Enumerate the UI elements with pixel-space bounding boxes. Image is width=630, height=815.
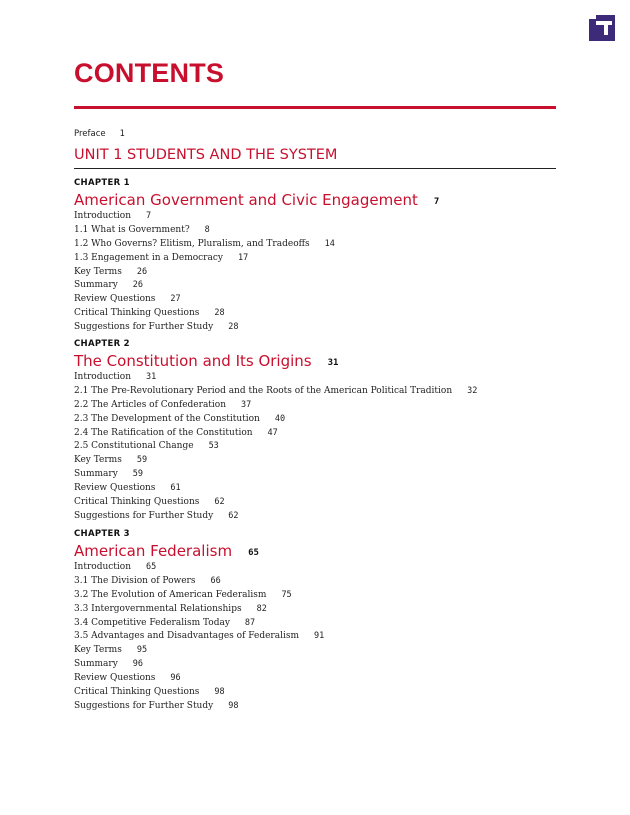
- entry-page: 62: [214, 497, 225, 508]
- entry-page: 17: [237, 252, 249, 263]
- chapter-title: American Federalism: [74, 542, 233, 560]
- toc-entry[interactable]: [74, 210, 574, 224]
- toc-entry[interactable]: [74, 575, 574, 589]
- entry-page: 40: [274, 413, 286, 424]
- entry-label: 3.3 Intergovernmental Relationships: [74, 603, 242, 614]
- entry-page: 82: [256, 603, 267, 614]
- unit-divider: [74, 168, 556, 169]
- entry-page: 61: [170, 483, 181, 494]
- toc-entry[interactable]: [74, 630, 574, 644]
- entry-label: Summary: [74, 280, 118, 291]
- entry-page: 14: [324, 238, 335, 249]
- toc-entry[interactable]: [74, 496, 574, 510]
- entry-label: 2.1 The Pre-Revolutionary Period and the Roots of the American Political Tradition: [74, 385, 453, 396]
- entry-label: 1.2 Who Governs? Elitism, Pluralism, and Tradeoffs: [74, 238, 310, 249]
- entry-page: 95: [136, 645, 148, 656]
- entry-label: Summary: [74, 659, 118, 670]
- entry-label: 3.2 The Evolution of American Federalism: [74, 589, 267, 600]
- entry-label: 2.4 The Ratification of the Constitution: [74, 427, 253, 438]
- toc-entry[interactable]: [74, 700, 574, 714]
- entry-page: 59: [132, 469, 144, 480]
- chapter-page: 65: [248, 548, 259, 558]
- entry-label: 2.5 Constitutional Change: [74, 441, 194, 452]
- toc-entry[interactable]: [74, 399, 574, 413]
- entry-label: 3.4 Competitive Federalism Today: [74, 617, 230, 628]
- toc-entry[interactable]: [74, 266, 574, 280]
- toc-entry[interactable]: [74, 510, 574, 524]
- entry-label: 3.5 Advantages and Disadvantages of Federalism: [74, 631, 300, 642]
- entry-page: 26: [136, 266, 148, 277]
- entry-label: Review Questions: [74, 483, 156, 494]
- toc-entry[interactable]: [74, 561, 574, 575]
- toc-entry[interactable]: [74, 307, 574, 321]
- toc-entry[interactable]: [74, 371, 574, 385]
- entry-label: Key Terms: [74, 455, 122, 466]
- entry-label: Suggestions for Further Study: [74, 322, 214, 333]
- entry-page: 98: [214, 687, 225, 698]
- toc-entry[interactable]: [74, 672, 574, 686]
- entry-label: 3.1 The Division of Powers: [74, 575, 196, 586]
- entry-page: 31: [146, 372, 157, 382]
- toc-entry[interactable]: [74, 385, 574, 399]
- chapter-label: CHAPTER 1: [74, 178, 130, 188]
- chapter-title-row[interactable]: [74, 350, 574, 371]
- entry-page: 28: [214, 308, 225, 319]
- toc-entry[interactable]: [74, 413, 574, 427]
- entry-page: 96: [132, 659, 144, 670]
- toc-entry[interactable]: [74, 279, 574, 293]
- entry-label: 2.3 The Development of the Constitution: [74, 413, 260, 424]
- entry-page: 1: [119, 129, 125, 139]
- entry-label: Review Questions: [74, 294, 156, 305]
- entry-page: 26: [132, 280, 144, 291]
- entry-page: 59: [136, 455, 148, 466]
- entry-label: 2.2 The Articles of Confederation: [74, 399, 227, 410]
- toc-entry-preface[interactable]: [74, 129, 125, 139]
- unit-heading[interactable]: UNIT 1 STUDENTS AND THE SYSTEM: [74, 147, 338, 163]
- toc-entry[interactable]: [74, 658, 574, 672]
- entry-page: 96: [170, 673, 181, 684]
- entry-label: 1.1 What is Government?: [74, 224, 190, 235]
- entry-page: 65: [146, 562, 157, 572]
- entry-page: 66: [210, 575, 221, 586]
- toc-entry[interactable]: [74, 589, 574, 603]
- toc-entry[interactable]: [74, 603, 574, 617]
- toc-entry[interactable]: [74, 321, 574, 335]
- entry-page: 32: [467, 385, 478, 396]
- entry-page: 47: [267, 427, 278, 438]
- chapter-3-entries: [74, 561, 574, 714]
- entry-label: Review Questions: [74, 673, 156, 684]
- toc-entry[interactable]: [74, 482, 574, 496]
- toc-entry[interactable]: [74, 238, 574, 252]
- openstax-logo-icon: [589, 15, 615, 41]
- entry-label: 1.3 Engagement in a Democracy: [74, 252, 223, 263]
- entry-label: Summary: [74, 469, 118, 480]
- entry-page: 8: [204, 224, 210, 235]
- chapter-page: 31: [327, 358, 339, 368]
- entry-label: Preface: [74, 129, 106, 139]
- chapter-title-row[interactable]: [74, 540, 574, 561]
- title-divider: [74, 106, 556, 109]
- chapter-title: American Government and Civic Engagement: [74, 191, 418, 209]
- toc-entry[interactable]: [74, 686, 574, 700]
- toc-entry[interactable]: [74, 617, 574, 631]
- entry-page: 7: [146, 211, 152, 221]
- chapter-2: [74, 338, 574, 524]
- chapter-label: CHAPTER 3: [74, 529, 130, 539]
- chapter-2-entries: [74, 371, 574, 524]
- entry-label: Key Terms: [74, 645, 122, 656]
- entry-page: 87: [244, 617, 256, 628]
- chapter-label: CHAPTER 2: [74, 339, 130, 349]
- chapter-title-row[interactable]: [74, 189, 574, 210]
- toc-entry[interactable]: [74, 468, 574, 482]
- entry-page: 27: [170, 294, 181, 305]
- entry-page: 75: [281, 589, 292, 600]
- page-title: CONTENTS: [74, 58, 225, 88]
- chapter-1: [74, 177, 574, 335]
- entry-page: 28: [228, 322, 239, 333]
- chapter-1-entries: [74, 210, 574, 335]
- chapter-title: The Constitution and Its Origins: [74, 352, 312, 370]
- entry-page: 37: [241, 399, 252, 410]
- entry-label: Introduction: [74, 211, 131, 221]
- entry-label: Introduction: [74, 562, 131, 572]
- chapter-3: [74, 528, 574, 714]
- toc-entry[interactable]: [74, 293, 574, 307]
- entry-label: Introduction: [74, 372, 131, 382]
- toc-entry[interactable]: [74, 440, 574, 454]
- toc-entry[interactable]: [74, 224, 574, 238]
- entry-page: 91: [314, 631, 325, 642]
- toc-entry[interactable]: [74, 252, 574, 266]
- entry-label: Key Terms: [74, 266, 122, 277]
- entry-page: 53: [208, 441, 219, 452]
- entry-page: 98: [228, 700, 239, 711]
- entry-label: Critical Thinking Questions: [74, 308, 200, 319]
- entry-label: Critical Thinking Questions: [74, 497, 200, 508]
- toc-entry[interactable]: [74, 427, 574, 441]
- chapter-page: 7: [433, 197, 440, 207]
- entry-label: Suggestions for Further Study: [74, 510, 214, 521]
- toc-entry[interactable]: [74, 454, 574, 468]
- entry-label: Suggestions for Further Study: [74, 700, 214, 711]
- entry-page: 62: [228, 510, 239, 521]
- entry-label: Critical Thinking Questions: [74, 687, 200, 698]
- toc-entry[interactable]: [74, 644, 574, 658]
